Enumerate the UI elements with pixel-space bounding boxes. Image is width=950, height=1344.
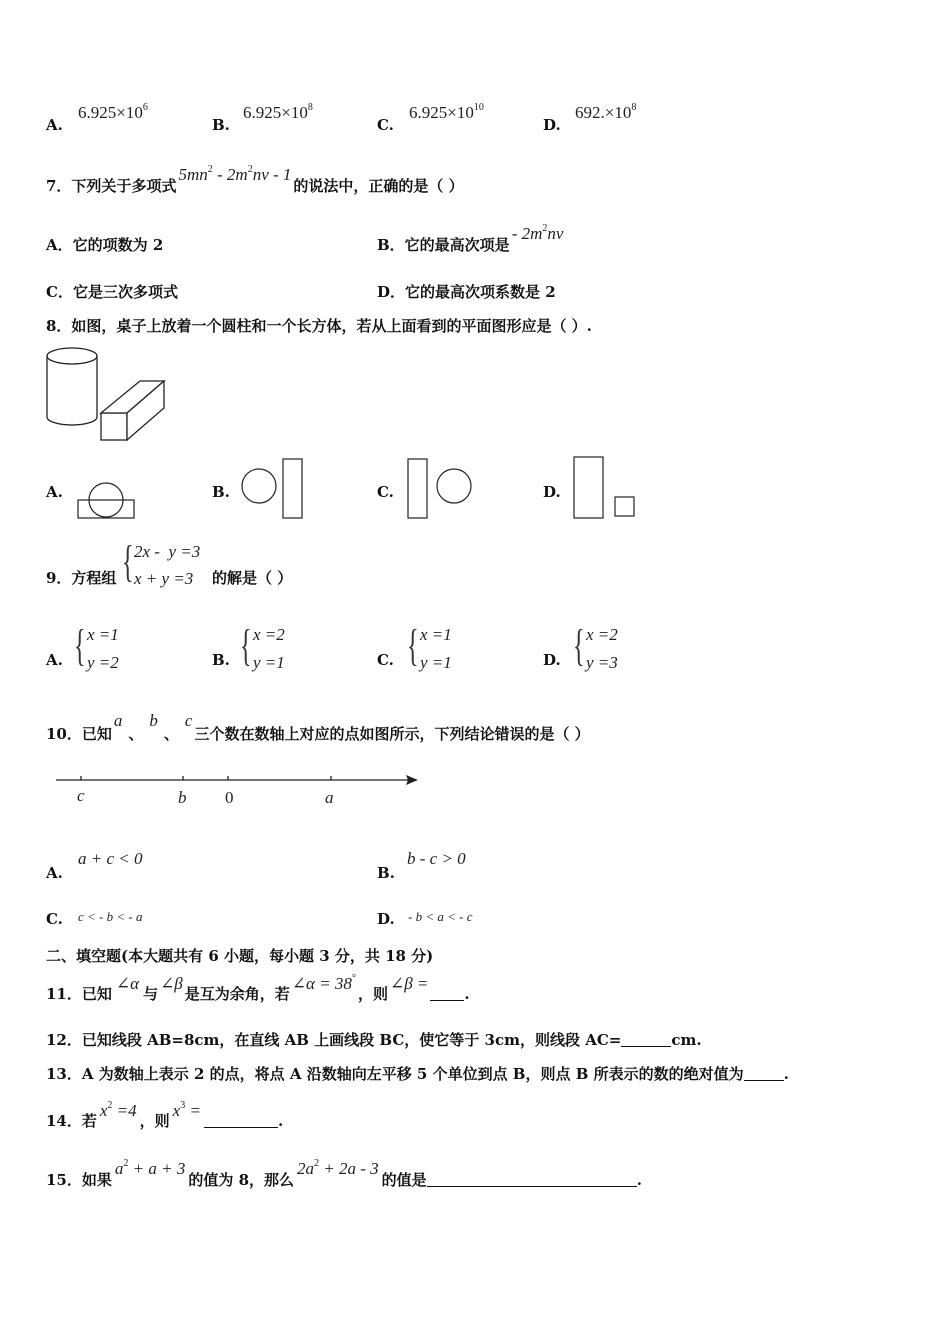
q10-axis-label-a: a	[325, 788, 334, 807]
q8-option-c-label[interactable]: C.	[377, 483, 394, 501]
q12-stem: 12．已知线段 AB=8cm，在直线 AB 上画线段 BC，使它等于 3cm，则线段 AC= cm.	[46, 1031, 702, 1049]
q9-suffix: 的解是（ ）	[212, 569, 293, 587]
q6-option-d-expr: $692.\times 10^8$	[575, 102, 637, 122]
q8-option-d-figure	[572, 455, 638, 521]
q7-polynomial: $5mn^2 - 2m^2nv - 1$	[178, 164, 292, 184]
q10-option-b-label[interactable]: B.	[377, 864, 395, 882]
q7-option-a[interactable]: A．它的项数为 2	[46, 236, 164, 254]
q8-stem: 8．如图，桌子上放着一个圆柱和一个长方体，若从上面看到的平面图形应是（ ）.	[46, 317, 592, 335]
q10-option-d-label[interactable]: D.	[377, 910, 395, 928]
q6-option-b-label[interactable]: B.	[212, 116, 230, 134]
q9-prefix: 9．方程组	[46, 569, 117, 587]
q11-stem: 11．已知∠α与∠β是互为余角，若∠α = 38°，则∠β =.	[46, 973, 470, 1003]
q7-option-b[interactable]: B．它的最高次项是- $2m^2nv$	[377, 223, 564, 254]
q10-option-a-label[interactable]: A.	[46, 864, 63, 882]
q10-number-line	[56, 770, 426, 790]
q10-option-d-expr: - b < a < - c	[408, 909, 473, 924]
q15-answer-blank[interactable]	[427, 1172, 637, 1187]
q9-option-c-label[interactable]: C.	[377, 651, 394, 669]
q13-answer-blank[interactable]	[744, 1066, 784, 1081]
q6-option-d-label[interactable]: D.	[543, 116, 561, 134]
q9-option-d-label[interactable]: D.	[543, 651, 561, 669]
q10-option-c-expr: c < - b < - a	[78, 909, 143, 924]
q9-option-a-label[interactable]: A.	[46, 651, 63, 669]
q6-option-b-expr: $6.925\times 10^8$	[243, 102, 313, 122]
q9-brace: {	[122, 537, 134, 586]
q15-stem: 15．如果$a^2 + a + 3$的值为 8，那么$2a^2 + 2a - 3$的值是 .	[46, 1158, 642, 1189]
section-2-title: 二、填空题(本大题共有 6 小题，每小题 3 分，共 18 分)	[46, 947, 434, 965]
q6-option-a-label[interactable]: A.	[46, 116, 63, 134]
q10-axis-label-b: b	[178, 788, 187, 807]
q7-option-c[interactable]: C．它是三次多项式	[46, 283, 178, 301]
q10-axis-label-c: c	[77, 786, 85, 805]
q7-stem: 7．下列关于多项式$5mn^2 - 2m^2nv - 1$的说法中，正确的是（ ）	[46, 164, 464, 195]
q7-option-d[interactable]: D．它的最高次项系数是 2	[377, 283, 556, 301]
q9-option-b-label[interactable]: B.	[212, 651, 230, 669]
q13-stem: 13．A 为数轴上表示 2 的点，将点 A 沿数轴向左平移 5 个单位到点 B，则点 B 所表示的数的绝对值为 .	[46, 1065, 789, 1083]
q10-option-b-expr: b - c > 0	[407, 849, 466, 868]
q8-option-a-figure	[76, 479, 138, 521]
q8-option-b-figure	[240, 456, 310, 522]
q8-figure-cylinder-and-box	[44, 343, 169, 443]
q14-stem: 14．若$x^2 =4$，则$x^3$ =.	[46, 1100, 284, 1130]
q10-stem: 10．已知a、b、c三个数在数轴上对应的点如图所示，下列结论错误的是（ ）	[46, 711, 590, 743]
q8-option-b-label[interactable]: B.	[212, 483, 230, 501]
q8-option-a-label[interactable]: A.	[46, 483, 63, 501]
q10-axis-label-zero: 0	[225, 788, 234, 807]
q6-option-a-expr: $6.925\times 10^6$	[78, 102, 148, 122]
q8-option-d-label[interactable]: D.	[543, 483, 561, 501]
q12-answer-blank[interactable]	[621, 1032, 671, 1047]
q10-option-c-label[interactable]: C.	[46, 910, 63, 928]
q11-answer-blank[interactable]	[430, 986, 464, 1001]
q6-option-c-label[interactable]: C.	[377, 116, 394, 134]
q6-option-c-expr: $6.925\times 10^{10}$	[409, 102, 484, 122]
q8-option-c-figure	[406, 456, 476, 522]
q14-answer-blank[interactable]	[204, 1113, 278, 1128]
q10-option-a-expr: a + c < 0	[78, 849, 143, 868]
